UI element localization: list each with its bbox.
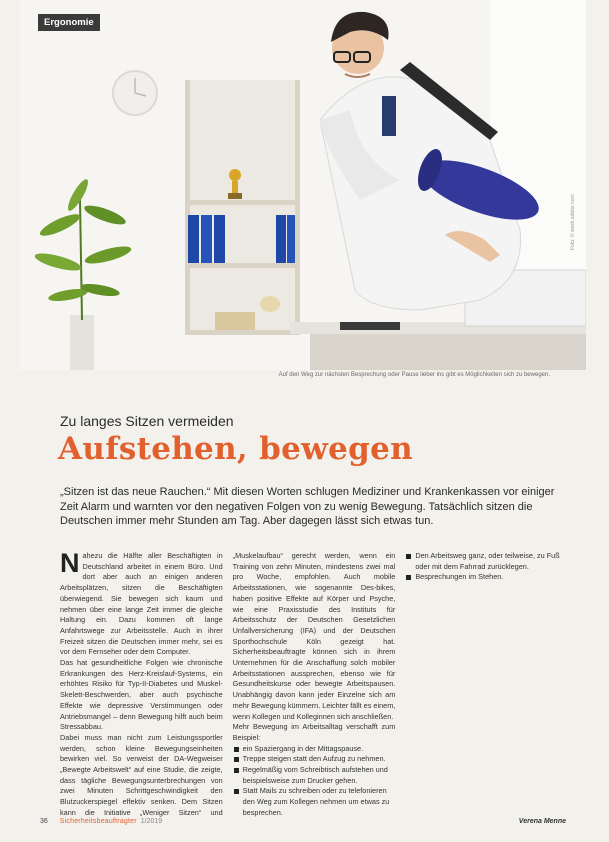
paragraph-3: Dabei muss man nicht zum Leistungssportler werden, schon kleine Bewegungseinheiten bewirken viel. So verweist der DA-Wegweiser „Bewegte Arbeitswelt“ auf eine Studie, die zeigte, dass tägliche Bewegungsunterbrechungen von zwei Minuten Schrittgeschwindigkeit den Blutzuckerspiegel effektiv senken. Dem Sitzen kann die Initiative „Weniger Sitzen“ und „Muskelaufbau“ gerecht werden, wenn ein Training von zehn Minuten, mindestens zwei mal pro Woche, empfohlen. Auch mobile Arbeitsstationen, wie sogenannte Des-bikes, haben positive Effekte auf Körper und Psyche, wie eine Praxisstudie des Instituts für Arbeitsschutz der Deutschen Gesetzlichen Unfallversicherung (IFA) und der Deutschen Sporthochschule Köln gezeigt hat. Sicherheitsbeauftragte können sich in ihrem Unternehmen für die Anschaffung solch mobiler Arbeitsstationen aussprechen, ebenso wie für Gesundheitskurse oder bewegte Arbeitspausen. Unabhängig davon kann jeder Einzelne sich am mehr Bewegung kümmern. Leichter fällt es einem, wenn Kollegen und Kolleginnen sich anschließen. [60, 551, 396, 817]
section-tag: Ergonomie [38, 14, 100, 31]
page-number: 36 [40, 818, 48, 825]
kicker: Zu langes Sitzen vermeiden [60, 413, 234, 429]
page-footer [40, 818, 162, 825]
paragraph-1 [60, 548, 223, 658]
photo-credit: Foto: © stock.adobe.com [570, 194, 576, 250]
paragraph-1-text: ahezu die Hälfte aller Beschäftigten in Deutschland arbeitet in einem Büro. Und dort aber auch an einigen anderen Arbeitsplätzen, sitzen die Beschäftigten überwiegend. Sie bewegen sich kaum und nehmen über eine lange Zeit immer die gleiche Haltung ein. Dazu kommen oft lange Anfahrtswege zur Arbeitsstelle. Auch in ihrer Freizeit sitzen die Deutschen immer mehr, sei es vor dem Fernseher oder dem Computer. [60, 551, 223, 657]
photo-caption: Auf den Weg zur nächsten Besprechung oder Pause lieber ins gibt es Möglichkeiten sich zu bewegen. [278, 372, 550, 378]
hero-photo [20, 0, 586, 370]
article-body [60, 548, 568, 819]
clock-icon [113, 71, 157, 115]
list-item: ein Spaziergang in der Mittagspause. [233, 744, 396, 755]
list-item: Statt Mails zu schreiben oder zu telefonieren den Weg zum Kollegen nehmen um etwas zu besprechen. [233, 786, 396, 818]
headline: Aufstehen, bewegen [58, 431, 413, 467]
paragraph-2: Das hat gesundheitliche Folgen wie chronische Erkrankungen des Herz-Kreislauf-Systems, ein erhöhtes Risiko für Typ-II-Diabetes und Muskel-Skelett-Beschwerden, aber auch psychische Effekte wie depressive Verstimmungen oder Antriebsmangel – denn Bewegung hilft auch beim Stressabbau. [60, 658, 223, 732]
list-item: Den Arbeitsweg ganz, oder teilweise, zu Fuß oder mit dem Fahrrad zurücklegen. [405, 551, 568, 572]
list-item: Besprechungen im Stehen. [405, 572, 568, 583]
lead-paragraph: „Sitzen ist das neue Rauchen.“ Mit diesen Worten schlugen Mediziner und Krankenkassen vor einiger Zeit Alarm und warnten vor den negativen Folgen von zu wenig Bewegung. Tatsächlich sitzen die Deutschen immer mehr Stunden am Tag. Aber dagegen lässt sich etwas tun. [60, 486, 555, 527]
magazine-name: Sicherheitsbeauftragter [59, 818, 137, 825]
drop-cap: N [60, 548, 80, 578]
paragraph-4: Mehr Bewegung im Arbeitsalltag verschafft zum Beispiel: [232, 722, 396, 742]
issue-number: 1/2019 [140, 818, 163, 825]
list-item: Treppe steigen statt den Aufzug zu nehmen. [233, 754, 396, 765]
list-item: Regelmäßig vom Schreibtisch aufstehen und beispielsweise zum Drucker gehen. [233, 765, 396, 786]
author-name: Verena Menne [518, 818, 566, 825]
bookshelf [185, 80, 300, 335]
office-scene-illustration [20, 0, 586, 370]
